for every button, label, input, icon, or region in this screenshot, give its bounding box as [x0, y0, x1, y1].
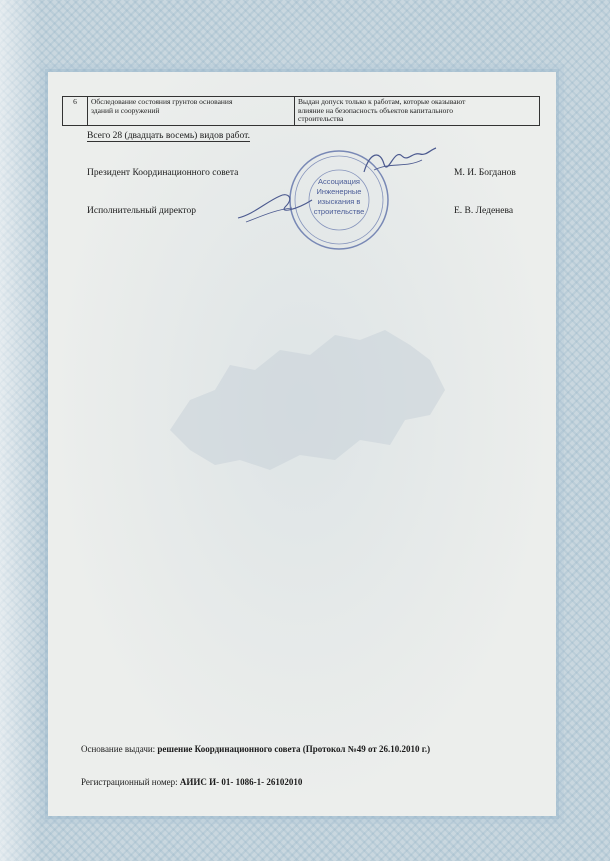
issue-basis	[81, 744, 430, 754]
works-table	[62, 96, 540, 126]
issue-basis-value: решение Координационного совета (Протокол №49 от 26.10.2010 г.)	[157, 744, 431, 754]
works-total: Всего 28 (двадцать восемь) видов работ.	[87, 131, 250, 141]
president-title: Президент Координационного совета	[87, 168, 239, 178]
stamp-line3: изыскания в	[317, 197, 361, 206]
registration-value: АИИС И- 01- 1086-1- 26102010	[179, 777, 303, 787]
note-cell: Выдан допуск только к работам, которые оказывают влияние на безопасность объектов капитального строительства	[295, 97, 540, 126]
row-number: 6	[63, 97, 88, 126]
registration-label: Регистрационный номер:	[81, 777, 178, 787]
director-name: Е. В. Леденева	[454, 206, 514, 216]
paper-edge	[0, 0, 40, 861]
president-name: М. И. Богданов	[454, 168, 516, 178]
registration-number	[81, 777, 302, 787]
stamp-line4: строительстве	[313, 207, 365, 216]
issue-basis-label: Основание выдачи:	[81, 744, 156, 754]
stamp-line1: Ассоциация	[318, 177, 360, 186]
table-row	[63, 97, 540, 126]
director-title: Исполнительный директор	[87, 206, 196, 216]
director-signature	[236, 188, 316, 224]
work-type-cell: Обследование состояния грунтов основания зданий и сооружений	[88, 97, 295, 126]
president-signature	[360, 142, 440, 182]
russia-map-watermark	[160, 320, 450, 480]
stamp-line2: Инженерные	[316, 187, 362, 196]
